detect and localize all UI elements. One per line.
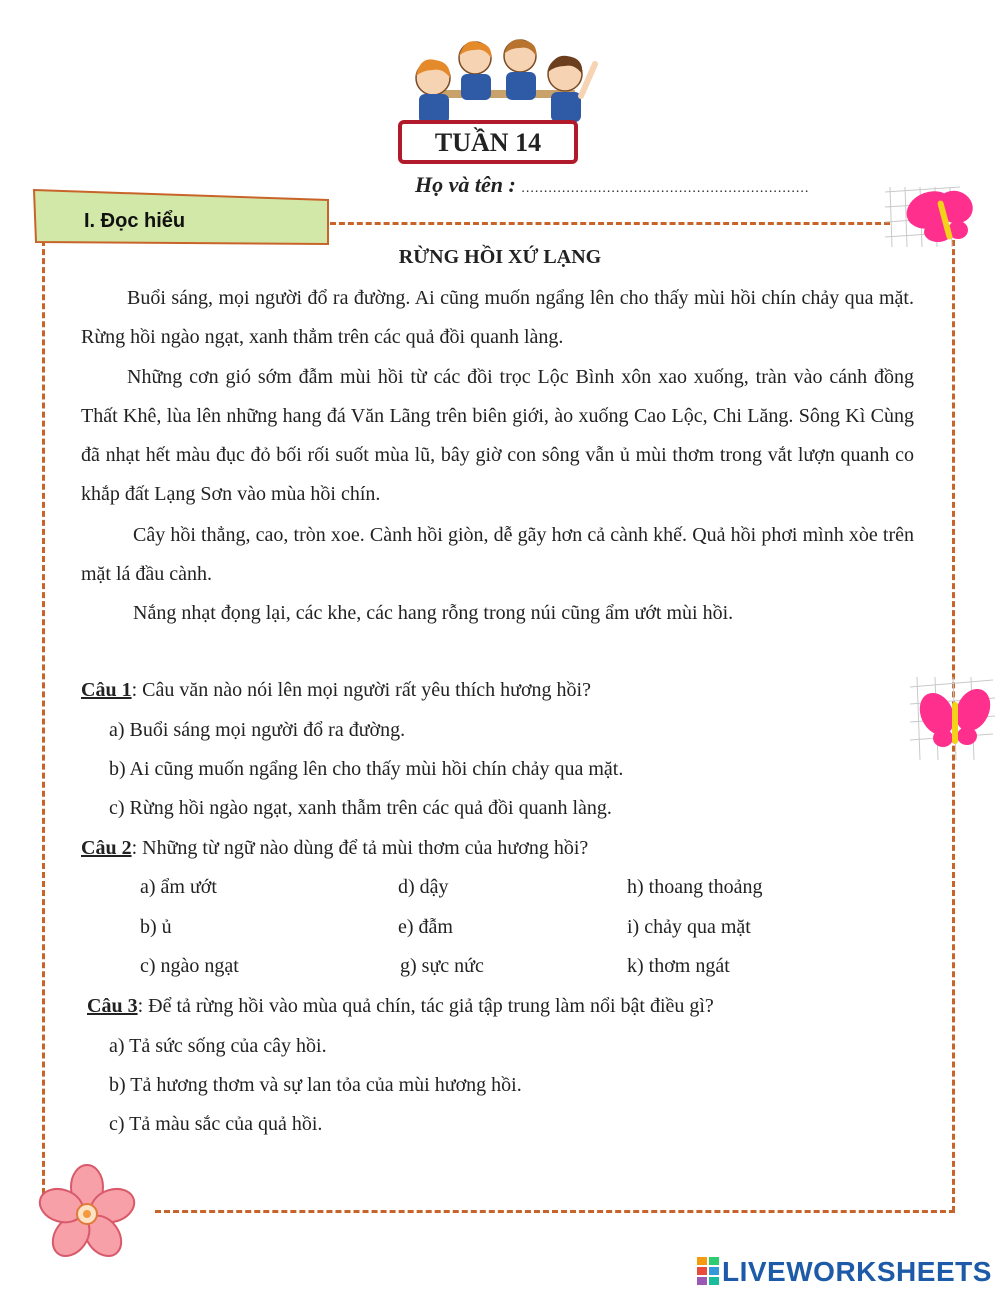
q1-option-b[interactable]: b) Ai cũng muốn ngẩng lên cho thấy mùi hồi chín chảy qua mặt. xyxy=(109,758,624,780)
section-heading: I. Đọc hiểu xyxy=(84,210,186,232)
q1-option-a[interactable]: a) Buổi sáng mọi người đổ ra đường. xyxy=(109,719,406,741)
q2-option-i[interactable]: i) chảy qua mặt xyxy=(627,916,751,938)
question-2-text: : Những từ ngữ nào dùng để tả mùi thơm của hương hồi? xyxy=(131,837,589,859)
child-3 xyxy=(504,40,536,100)
question-3 xyxy=(87,995,714,1018)
q2-option-g[interactable]: g) sực nức xyxy=(400,955,484,977)
name-label: Họ và tên : xyxy=(415,172,516,197)
question-1-label: Câu 1 xyxy=(81,679,132,701)
q2-option-d[interactable]: d) dậy xyxy=(398,876,449,898)
name-line xyxy=(415,172,809,198)
frame-bottom-border xyxy=(155,1210,955,1213)
paragraph-1: Buổi sáng, mọi người đổ ra đường. Ai cũng muốn ngẩng lên cho thấy mùi hồi chín chảy qua mặt. Rừng hồi ngào ngạt, xanh thẳm trên các quả đồi quanh làng. xyxy=(81,287,914,348)
q2-option-b[interactable]: b) ủ xyxy=(140,916,172,938)
q3-option-c[interactable]: c) Tả màu sắc của quả hồi. xyxy=(109,1113,323,1135)
week-title: TUẦN 14 xyxy=(398,120,578,164)
flower-icon xyxy=(35,1162,140,1267)
q3-option-a[interactable]: a) Tả sức sống của cây hồi. xyxy=(109,1035,327,1057)
question-3-text: : Để tả rừng hồi vào mùa quả chín, tác giả tập trung làm nổi bật điều gì? xyxy=(137,995,714,1017)
children-illustration xyxy=(395,38,610,128)
q2-option-e[interactable]: e) đẫm xyxy=(398,916,453,938)
paragraph-2: Những cơn gió sớm đẫm mùi hồi từ các đồi trọc Lộc Bình xôn xao xuống, tràn vào cánh đồng Thất Khê, lùa lên những hang đá Văn Lãng trên biên giới, ào xuống Cao Lộc, Chi Lăng. Sông Kì Cùng đã nhạt hết màu đục đỏ bối rối suốt mùa lũ, bây giờ con sông vẫn ủ mùi thơm trong vắt lượn quanh co khắp đất Lạng Sơn vào mùa hồi chín. xyxy=(81,366,914,505)
question-2-label: Câu 2 xyxy=(81,837,132,859)
frame-top-border xyxy=(330,222,890,225)
name-input-blank[interactable]: ................................................................ xyxy=(521,181,810,196)
q3-option-b[interactable]: b) Tả hương thơm và sự lan tỏa của mùi hương hồi. xyxy=(109,1074,522,1096)
q2-option-c[interactable]: c) ngào ngạt xyxy=(140,955,239,977)
question-2 xyxy=(81,837,588,860)
paragraph-3: Cây hồi thẳng, cao, tròn xoe. Cành hồi giòn, dễ gãy hơn cả cành khế. Quả hồi phơi mình xòe trên mặt lá đầu cành. xyxy=(81,524,914,585)
q2-option-a[interactable]: a) ẩm ướt xyxy=(140,876,217,898)
child-4 xyxy=(548,56,595,122)
q1-option-c[interactable]: c) Rừng hồi ngào ngạt, xanh thẫm trên các quả đồi quanh làng. xyxy=(109,797,612,819)
question-3-label: Câu 3 xyxy=(87,995,138,1017)
child-2 xyxy=(459,41,491,100)
passage-title: RỪNG HỒI XỨ LẠNG xyxy=(398,246,602,268)
liveworksheets-logo: LIVEWORKSHEETS xyxy=(722,1256,992,1287)
q2-option-h[interactable]: h) thoang thoảng xyxy=(627,876,763,898)
question-1 xyxy=(81,679,591,702)
paragraph-4: Nắng nhạt đọng lại, các khe, các hang rỗng trong núi cũng ẩm ướt mùi hồi. xyxy=(133,602,734,624)
butterfly-icon-2 xyxy=(905,672,1000,767)
liveworksheets-logo-icon xyxy=(697,1257,719,1285)
q2-option-k[interactable]: k) thơm ngát xyxy=(627,955,730,977)
question-1-text: : Câu văn nào nói lên mọi người rất yêu thích hương hồi? xyxy=(131,679,591,701)
